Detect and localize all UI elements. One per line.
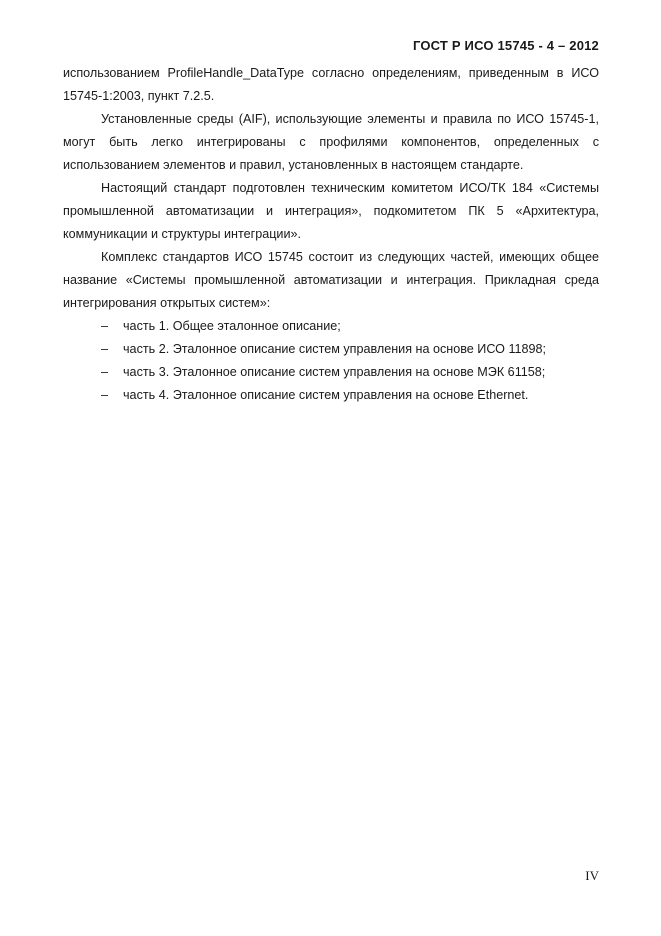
list-item <box>63 361 599 384</box>
page-number: IV <box>585 868 599 883</box>
list-item-text: часть 1. Общее эталонное описание; <box>123 319 341 333</box>
dash-bullet: – <box>101 365 109 379</box>
dash-bullet: – <box>101 342 109 356</box>
paragraph-committee: Настоящий стандарт подготовлен техническим комитетом ИСО/ТК 184 «Системы промышленной автоматизации и интеграция», подкомитетом ПК 5 «Архитектура, коммуникации и структуры интеграции». <box>63 181 599 241</box>
list-item <box>63 384 599 407</box>
list-item <box>63 338 599 361</box>
document-header: ГОСТ Р ИСО 15745 - 4 – 2012 <box>412 38 599 53</box>
dash-bullet: – <box>101 388 109 402</box>
list-item-text: часть 4. Эталонное описание систем управления на основе Ethernet. <box>123 388 529 402</box>
parts-list <box>63 315 599 407</box>
paragraph-series: Комплекс стандартов ИСО 15745 состоит из следующих частей, имеющих общее название «Системы промышленной автоматизации и интеграция. Прикладная среда интегрирования открытых систем»: <box>63 250 599 310</box>
dash-bullet: – <box>101 319 109 333</box>
list-item <box>63 315 599 338</box>
list-item-text: часть 3. Эталонное описание систем управления на основе МЭК 61158; <box>123 365 546 379</box>
document-body <box>63 62 599 407</box>
paragraph-continuation: использованием ProfileHandle_DataType согласно определениям, приведенным в ИСО 15745-1:2003, пункт 7.2.5. <box>63 66 599 103</box>
list-item-text: часть 2. Эталонное описание систем управления на основе ИСО 11898; <box>123 342 547 356</box>
paragraph-aif: Установленные среды (AIF), использующие элементы и правила по ИСО 15745-1, могут быть легко интегрированы с профилями компонентов, определенных с использованием элементов и правил, установленных в настоящем стандарте. <box>63 112 599 172</box>
